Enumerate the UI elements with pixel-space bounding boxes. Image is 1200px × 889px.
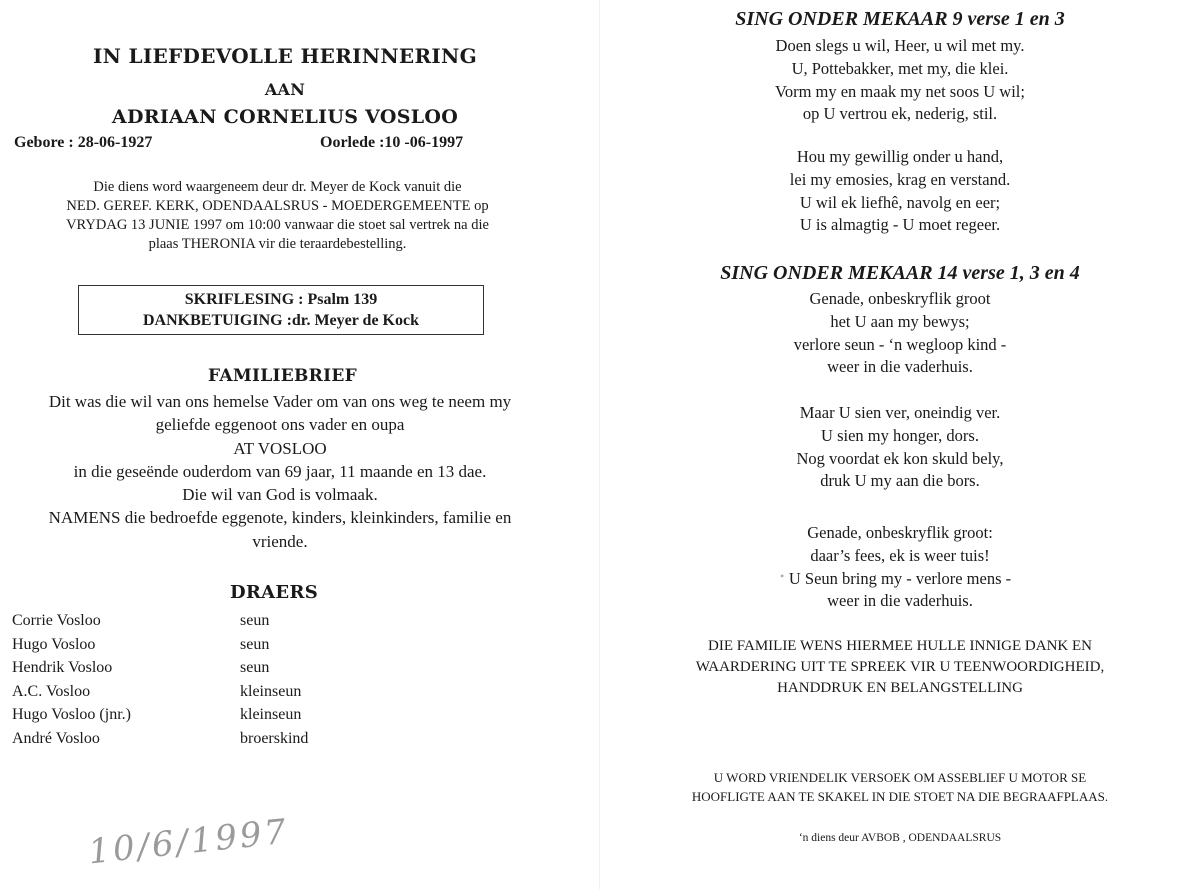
verse-line: Maar U sien ver, oneindig ver. (799, 403, 1001, 422)
verse-line: daar’s fees, ek is weer tuis! (810, 545, 990, 565)
list-item (12, 656, 308, 680)
bearer-relation: kleinseun (240, 682, 302, 700)
request-line: HOOFLIGTE AAN TE SKAKEL IN DIE STOET NA DIE BEGRAAFPLAAS. (691, 789, 1109, 804)
memorial-title: IN LIEFDEVOLLE HERINNERING (92, 44, 478, 68)
verse-line: Hou my gewillig onder u hand, (796, 147, 1004, 166)
verse-line: lei my emosies, krag en verstand. (789, 169, 1011, 189)
bearer-name: Hugo Vosloo (12, 635, 96, 653)
bearer-name: Corrie Vosloo (12, 612, 101, 629)
birth-date: Gebore : 28-06-1927 (14, 134, 153, 151)
request-line: U WORD VRIENDELIK VERSOEK OM ASSEBLIEF U MOTOR SE (713, 770, 1087, 785)
list-item (12, 703, 308, 727)
familiebrief-line: NAMENS die bedroefde eggenote, kinders, kleinkinders, familie en (48, 508, 512, 528)
bearer-name: Hendrik Vosloo (12, 659, 113, 676)
familiebrief-line: geliefde eggenoot ons vader en oupa (155, 415, 405, 435)
verse-line: op U vertrou ek, nederig, stil. (802, 104, 998, 124)
verse-line: U sien my honger, dors. (821, 425, 979, 445)
hymn-title: SING ONDER MEKAAR 9 verse 1 en 3 (735, 8, 1065, 30)
bearer-relation: seun (240, 635, 270, 653)
verse-line: Doen slegs u wil, Heer, u wil met my. (775, 36, 1025, 55)
thanks-line: WAARDERING UIT TE SPREEK VIR U TEENWOORDIGHEID, (695, 659, 1105, 675)
scripture-reading: SKRIFLESING : Psalm 139 (184, 291, 378, 308)
bearer-relation: kleinseun (240, 706, 302, 723)
hymn-verse (620, 288, 1180, 379)
speck-mark: • (780, 569, 785, 583)
list-item (12, 609, 308, 633)
handwritten-date: 10/6/1997 (86, 811, 291, 873)
bearer-name: Hugo Vosloo (jnr.) (12, 706, 131, 723)
family-thanks (600, 636, 1200, 699)
verse-line: U, Pottebakker, met my, die klei. (791, 58, 1009, 78)
bearers-list (12, 609, 308, 750)
familiebrief-line: vriende. (252, 531, 308, 551)
familiebrief-line: Dit was die wil van ons hemelse Vader om van ons weg te neem my (48, 392, 512, 411)
scripture-box (78, 285, 484, 335)
verse-line: U is almagtig - U moet regeer. (799, 215, 1001, 235)
verse-line: Vorm my en maak my net soos U wil; (775, 81, 1025, 101)
list-item (12, 680, 308, 704)
thanksgiving: DANKBETUIGING :dr. Meyer de Kock (143, 312, 419, 329)
verse-line: verlore seun - ‘n wegloop kind - (793, 334, 1007, 354)
headlights-request (600, 768, 1200, 806)
aan-label: AAN (264, 80, 306, 99)
verse-line: weer in die vaderhuis. (827, 591, 973, 611)
verse-line: Genade, onbeskryflik groot (809, 289, 991, 308)
death-date: Oorlede :10 -06-1997 (320, 134, 464, 151)
familiebrief-line: Die wil van God is volmaak. (182, 485, 378, 505)
bearer-relation: broerskind (240, 729, 309, 747)
verse-line: Genade, onbeskryflik groot: (807, 523, 993, 542)
service-line: plaas THERONIA vir die teraardebestelling. (148, 236, 407, 252)
verse-line: het U aan my bewys; (830, 311, 970, 331)
list-item (12, 633, 308, 657)
service-line: Die diens word waargeneem deur dr. Meyer de Kock vanuit die (93, 179, 462, 195)
service-line: NED. GEREF. KERK, ODENDAALSRUS - MOEDERGEMEENTE op (66, 198, 489, 214)
hymn-verse (620, 35, 1180, 126)
verse-line: U Seun bring my - verlore mens - (788, 568, 1012, 588)
bearer-name: A.C. Vosloo (12, 682, 91, 700)
footer-credit: ‘n diens deur AVBOB , ODENDAALSRUS (798, 832, 1002, 844)
verse-line: U wil ek liefhê, navolg en eer; (799, 192, 1001, 212)
bearer-relation: seun (240, 612, 270, 629)
verse-line: druk U my aan die bors. (820, 471, 980, 491)
bearer-relation: seun (240, 659, 270, 676)
familiebrief-text (0, 390, 560, 553)
hymn-title: SING ONDER MEKAAR 14 verse 1, 3 en 4 (720, 262, 1080, 284)
verse-line: weer in die vaderhuis. (827, 357, 973, 377)
service-details (0, 178, 555, 254)
list-item (12, 727, 308, 751)
hymn-verse (620, 402, 1180, 493)
hymn-verse (620, 146, 1180, 237)
right-panel (600, 0, 1200, 889)
familiebrief-line: in die geseënde ouderdom van 69 jaar, 11 maande en 13 dae. (73, 461, 487, 481)
hymn-verse (620, 522, 1180, 613)
familiebrief-line: AT VOSLOO (233, 438, 327, 458)
thanks-line: HANDDRUK EN BELANGSTELLING (777, 680, 1023, 696)
deceased-name: ADRIAAN CORNELIUS VOSLOO (111, 106, 459, 128)
bearer-name: André Vosloo (12, 729, 100, 747)
familiebrief-heading: FAMILIEBRIEF (208, 366, 357, 386)
service-line: VRYDAG 13 JUNIE 1997 om 10:00 vanwaar die stoet sal vertrek na die (66, 217, 489, 233)
draers-heading: DRAERS (230, 582, 319, 603)
verse-line: Nog voordat ek kon skuld bely, (796, 448, 1004, 468)
thanks-line: DIE FAMILIE WENS HIERMEE HULLE INNIGE DANK EN (708, 638, 1092, 654)
